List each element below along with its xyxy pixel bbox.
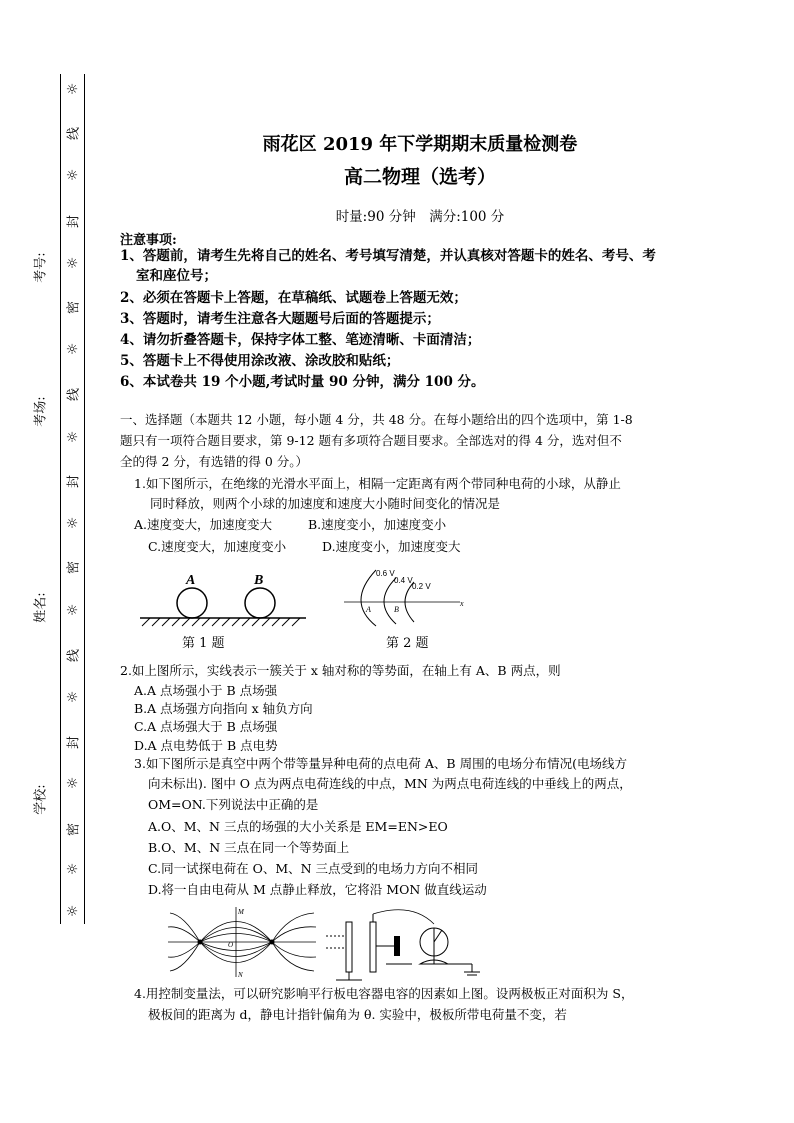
q1-option-d: D.速度变小，加速度变大: [322, 539, 461, 554]
notice-item: 3、答题时，请考生注意各大题题号后面的答题提示；: [120, 311, 440, 327]
binding-sun-icon: ☼: [65, 82, 79, 98]
side-label-xuexiao: 学校:: [33, 784, 49, 815]
section1-line: 题只有一项符合题目要求，第 9-12 题有多项符合题目要求。全部选对的得 4 分，选对但不: [120, 433, 622, 448]
binding-sun-icon: ☼: [65, 776, 79, 792]
exam-subtitle: 高二物理（选考）: [343, 166, 496, 188]
binding-char-mi: 密: [66, 301, 82, 315]
binding-sun-icon: ☼: [65, 168, 79, 184]
binding-char-feng: 封: [66, 736, 82, 750]
section1-line: 一、选择题（本题共 12 小题，每小题 4 分，共 48 分。在每小题给出的四个选项中，第 1-8: [120, 412, 633, 427]
figure-1-caption: 第 1 题: [182, 636, 225, 651]
fig2-label-04v: 0.4 V: [394, 576, 413, 585]
binding-line-outer: [60, 74, 61, 924]
binding-line-inner: [84, 74, 85, 924]
exam-time-info: 时量:90 分钟 满分:100 分: [335, 209, 505, 225]
q1-option-a: A.速度变大，加速度变大: [134, 517, 273, 532]
fig2-label-x: x: [460, 599, 464, 608]
q3-stem: 3.如下图所示是真空中两个带等量异种电荷的点电荷 A、B 周围的电场分布情况(电场线方: [134, 756, 627, 771]
binding-char-feng: 封: [66, 475, 82, 489]
binding-sun-icon: ☼: [65, 430, 79, 446]
figure-2-equipotential: [336, 566, 476, 628]
binding-sun-icon: ☼: [65, 256, 79, 272]
q2-option-d: D.A 点电势低于 B 点电势: [134, 738, 278, 753]
notice-item: 2、必须在答题卡上答题，在草稿纸、试题卷上答题无效；: [120, 290, 467, 306]
side-label-xingming: 姓名:: [33, 592, 49, 623]
fig2-label-02v: 0.2 V: [412, 582, 431, 591]
notice-item: 室和座位号；: [136, 268, 217, 284]
fig2-label-a: A: [366, 605, 371, 614]
q3-stem: OM=ON.下列说法中正确的是: [148, 797, 319, 812]
q1-stem: 同时释放，则两个小球的加速度和速度大小随时间变化的情况是: [150, 496, 501, 511]
side-label-kaochang: 考场:: [33, 396, 49, 427]
fig2-label-b: B: [394, 605, 399, 614]
q1-stem: 1.如下图所示，在绝缘的光滑水平面上，相隔一定距离有两个带同种电荷的小球，从静止: [134, 476, 621, 491]
fig3-label-m: M: [238, 908, 244, 916]
figure-2-caption: 第 2 题: [386, 636, 429, 651]
binding-char-feng: 封: [66, 215, 82, 229]
fig3-label-o: O: [228, 941, 234, 949]
notice-item: 6、本试卷共 19 个小题,考试时量 90 分钟，满分 100 分。: [120, 374, 485, 390]
binding-sun-icon: ☼: [65, 342, 79, 358]
q3-option-d: D.将一自由电荷从 M 点静止释放，它将沿 MON 做直线运动: [148, 882, 487, 897]
binding-char-xian: 线: [66, 388, 82, 402]
binding-sun-icon: ☼: [65, 516, 79, 532]
notice-item: 5、答题卡上不得使用涂改液、涂改胶和贴纸；: [120, 353, 400, 369]
binding-char-xian: 线: [66, 649, 82, 663]
binding-char-mi: 密: [66, 823, 82, 837]
q2-option-c: C.A 点场强大于 B 点场强: [134, 719, 278, 734]
figure-4-capacitor: [322, 908, 482, 984]
fig1-label-b: B: [254, 573, 264, 588]
section1-line: 全的得 2 分，有选错的得 0 分。）: [120, 454, 309, 469]
binding-sun-icon: ☼: [65, 904, 79, 920]
fig1-label-a: A: [186, 573, 196, 588]
fig3-label-n: N: [238, 971, 243, 979]
figure-1-balls: [134, 566, 314, 628]
notice-item: 1、答题前，请考生先将自己的姓名、考号填写清楚，并认真核对答题卡的姓名、考号、考: [120, 248, 656, 264]
binding-sun-icon: ☼: [65, 690, 79, 706]
q3-option-b: B.O、M、N 三点在同一个等势面上: [148, 840, 350, 855]
q4-stem: 4.用控制变量法，可以研究影响平行板电容器电容的因素如上图。设两极板正对面积为 S，: [134, 986, 634, 1001]
q3-stem: 向未标出). 图中 O 点为两点电荷连线的中点，MN 为两点电荷连线的中垂线上的两点，: [148, 776, 632, 791]
binding-char-mi: 密: [66, 561, 82, 575]
q2-option-a: A.A 点场强小于 B 点场强: [134, 683, 278, 698]
notice-heading: 注意事项:: [120, 233, 177, 248]
q2-stem: 2.如上图所示，实线表示一簇关于 x 轴对称的等势面，在轴上有 A、B 两点，则: [120, 663, 561, 678]
q1-option-c: C.速度变大，加速度变小: [148, 539, 287, 554]
binding-sun-icon: ☼: [65, 862, 79, 878]
notice-item: 4、请勿折叠答题卡，保持字体工整、笔迹清晰、卡面清洁；: [120, 332, 481, 348]
side-label-kaohao: 考号:: [33, 252, 49, 283]
q2-option-b: B.A 点场强方向指向 x 轴负方向: [134, 701, 313, 716]
q3-option-c: C.同一试探电荷在 O、M、N 三点受到的电场力方向不相同: [148, 861, 479, 876]
q1-option-b: B.速度变小，加速度变小: [308, 517, 447, 532]
q3-option-a: A.O、M、N 三点的场强的大小关系是 EM=EN>EO: [148, 819, 448, 834]
binding-sun-icon: ☼: [65, 603, 79, 619]
exam-title: 雨花区 2019 年下学期期末质量检测卷: [262, 134, 578, 155]
fig2-label-06v: 0.6 V: [376, 569, 395, 578]
figure-3-field-lines: [164, 905, 320, 979]
q4-stem: 极板间的距离为 d，静电计指针偏角为 θ. 实验中，极板所带电荷量不变，若: [148, 1007, 567, 1022]
binding-char-xian: 线: [66, 127, 82, 141]
